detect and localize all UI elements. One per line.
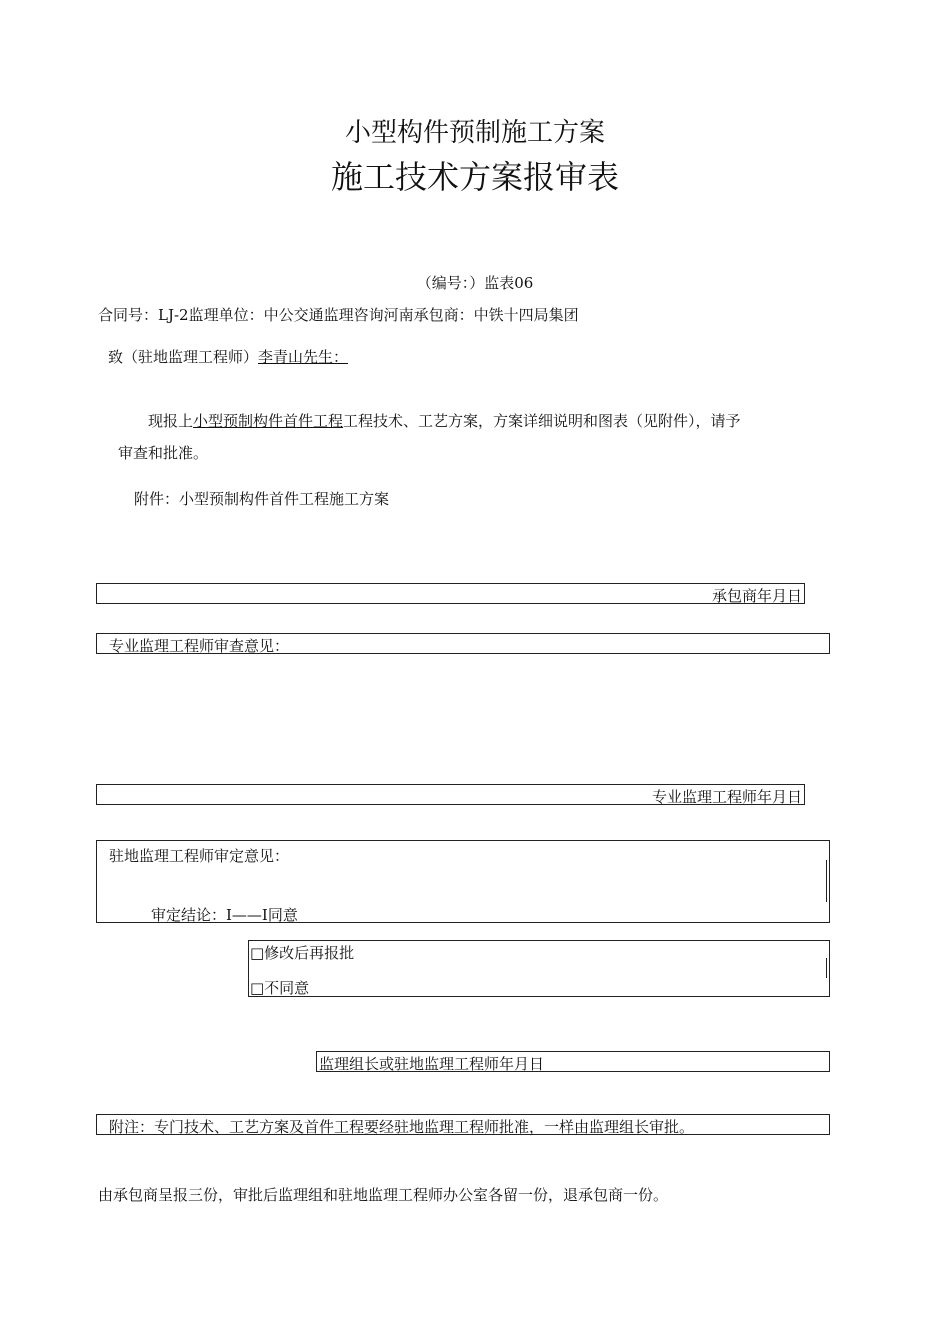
note-box (96, 1114, 830, 1135)
document-title: 小型构件预制施工方案 (344, 118, 605, 148)
leader-sign-label: 监理组长或驻地监理工程师年月日 (319, 1055, 545, 1073)
resident-opinion-box (96, 840, 830, 923)
note-text: 附注：专门技术、工艺方案及首件工程要经驻地监理工程师批准，一样由监理组长审批。 (109, 1118, 695, 1136)
para-rest: 工程技术、工艺方案，方案详细说明和图表（见附件），请予 (343, 412, 741, 430)
contractor-sign-label: 承包商年月日 (711, 587, 802, 605)
option-modify: □修改后再报批 (250, 944, 355, 962)
option-disagree: □不同意 (250, 979, 310, 997)
contractor-sign-box (96, 583, 805, 604)
para-start: 现报上 (148, 412, 194, 430)
addressee-line (108, 346, 348, 367)
specialist-opinion-label: 专业监理工程师审查意见： (109, 637, 290, 655)
project-name: 小型预制构件首件工程 (193, 412, 344, 430)
addressee-prefix: 致（驻地监理工程师） (108, 348, 259, 366)
attachment-line: 附件：小型预制构件首件工程施工方案 (134, 490, 390, 508)
divider (826, 860, 827, 902)
submission-paragraph (148, 410, 741, 431)
form-title: 施工技术方案报审表 (330, 158, 619, 196)
specialist-sign-box (96, 784, 805, 805)
submission-paragraph-line2: 审查和批准。 (118, 444, 209, 462)
specialist-sign-label: 专业监理工程师年月日 (651, 788, 802, 806)
contract-line: 合同号：LJ-2监理单位：中公交通监理咨询河南承包商：中铁十四局集团 (98, 306, 579, 324)
leader-sign-box (316, 1051, 830, 1072)
options-box (248, 940, 830, 997)
footer-note: 由承包商呈报三份，审批后监理组和驻地监理工程师办公室各留一份，退承包商一份。 (98, 1186, 669, 1204)
conclusion-agree: 审定结论：I——I同意 (151, 906, 298, 924)
form-number: （编号：）监表06 (416, 274, 534, 292)
addressee-name: 李青山先生： (258, 348, 349, 366)
specialist-opinion-box (96, 633, 830, 654)
resident-opinion-label: 驻地监理工程师审定意见： (109, 847, 290, 865)
divider (826, 958, 827, 978)
